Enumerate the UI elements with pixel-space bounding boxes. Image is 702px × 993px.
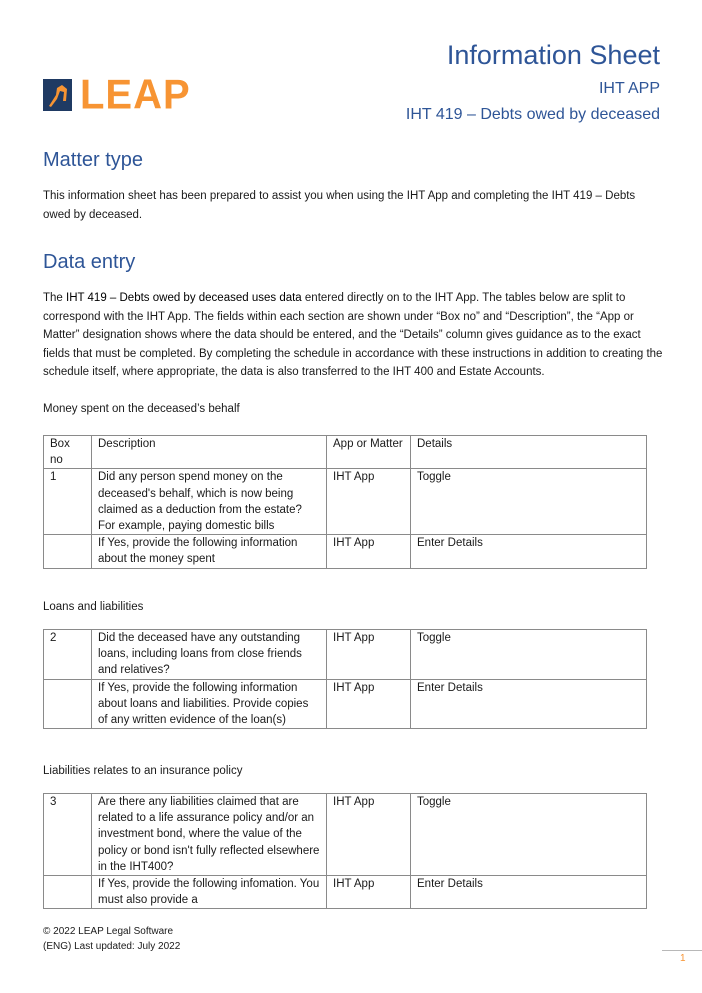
details-cell: Toggle [411,794,647,876]
description-cell: Did the deceased have any outstanding loans, including loans from close friends and relatives? [92,630,327,680]
table-row [44,535,647,568]
description-cell: Are there any liabilities claimed that are related to a life assurance policy and/or an investment bond, where the value of the policy or bond isn't fully reflected elsewhere in the IHT400? [92,794,327,876]
page-footer [43,924,180,954]
header-description: Description [92,436,327,469]
document-header [406,38,660,126]
money-spent-table [43,435,647,569]
table-row [44,679,647,729]
table-caption-loans: Loans and liabilities [43,601,144,613]
data-entry-body-emphasis: IHT 419 – Debts owed by deceased uses data [66,292,302,304]
document-subtitle-app: IHT APP [598,80,660,97]
leap-logo-mark-icon [43,79,72,111]
app-cell: IHT App [327,794,411,876]
matter-type-heading: Matter type [43,149,144,171]
table-row [44,794,647,876]
matter-type-body: This information sheet has been prepared to assist you when using the IHT App and completing the IHT 419 – Debts owed by deceased. [43,190,636,221]
description-text: Did any person spend money on the deceased's behalf, which is now being claimed as a deduction from the estate? [98,471,302,516]
table-header-row [44,436,647,469]
loans-liabilities-table [43,629,647,729]
details-cell: Toggle [411,469,647,535]
details-cell: Enter Details [411,876,647,909]
app-cell: IHT App [327,630,411,680]
box-no-cell: 3 [44,794,92,876]
app-cell: IHT App [327,469,411,535]
data-entry-heading: Data entry [43,251,136,273]
header-details: Details [411,436,647,469]
description-cell [92,469,327,535]
page-number: 1 [680,953,686,964]
data-entry-body-prefix: The [43,292,67,304]
box-no-cell: 1 [44,469,92,535]
box-no-cell: 2 [44,630,92,680]
header-box-no: Box no [44,436,92,469]
box-no-cell [44,679,92,729]
leap-logo [43,71,191,119]
description-cell: If Yes, provide the following infomation. You must also provide a [92,876,327,909]
details-cell: Enter Details [411,535,647,568]
description-cell: If Yes, provide the following information about the money spent [92,535,327,568]
table-row [44,876,647,909]
app-cell: IHT App [327,679,411,729]
table-row [44,469,647,535]
app-cell: IHT App [327,535,411,568]
description-cell: If Yes, provide the following information about loans and liabilities. Provide copies of any written evidence of the loan(s) [92,679,327,729]
details-cell: Enter Details [411,679,647,729]
description-example: For example, paying domestic bills [98,520,275,533]
app-cell: IHT App [327,876,411,909]
header-app-or-matter: App or Matter [327,436,411,469]
table-caption-money-spent: Money spent on the deceased’s behalf [43,403,240,415]
document-subtitle-form: IHT 419 – Debts owed by deceased [405,106,660,123]
insurance-liabilities-table [43,793,647,909]
box-no-cell [44,876,92,909]
data-entry-body [43,289,663,382]
footer-copyright: © 2022 LEAP Legal Software [43,926,174,937]
details-cell: Toggle [411,630,647,680]
footer-last-updated: (ENG) Last updated: July 2022 [43,941,181,952]
box-no-cell [44,535,92,568]
document-title: Information Sheet [446,40,660,70]
leap-logo-text: LEAP [80,71,191,119]
table-caption-insurance: Liabilities relates to an insurance policy [43,765,243,777]
table-row [44,630,647,680]
data-entry-body-rest: entered directly on to the IHT App. The tables below are split to correspond with the IHT App. The fields within each section are shown under “Box no” and “Description”, the “App or Matter” designation shows where the data should be entered, and the “Details” column gives guidance as to the exact fields that must be completed. By completing the schedule in accordance with these instructions in addition to creating the schedule itself, where appropriate, the data is also transferred to the IHT 400 and Estate Accounts. [43,292,663,378]
page-number-rule [662,950,702,951]
